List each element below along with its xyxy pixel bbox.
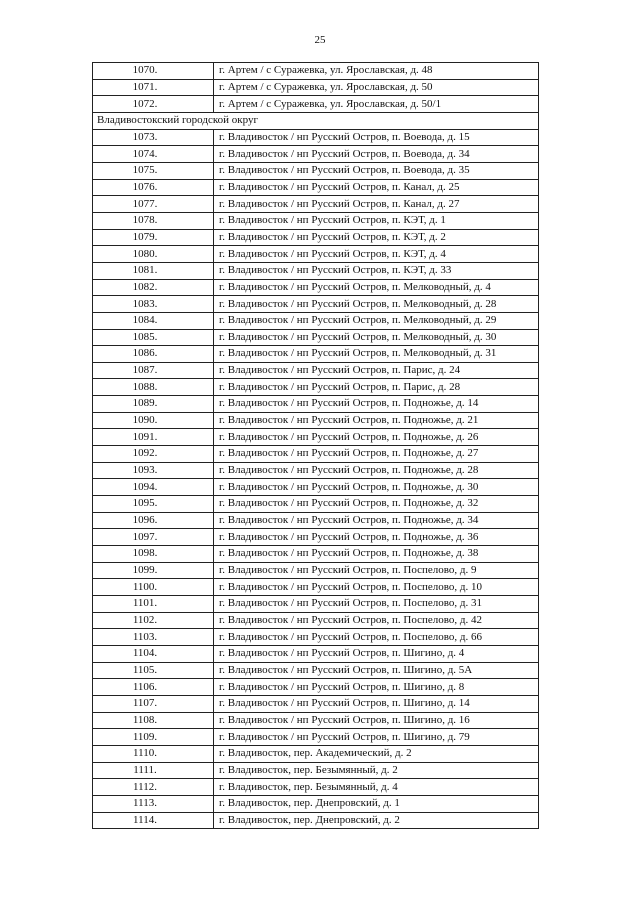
table-row xyxy=(93,745,539,762)
address-cell: г. Владивосток / нп Русский Остров, п. Мелководный, д. 4 xyxy=(214,279,539,296)
address-cell: г. Владивосток / нп Русский Остров, п. Парис, д. 28 xyxy=(214,379,539,396)
row-number: 1076. xyxy=(93,179,214,196)
row-number: 1073. xyxy=(93,129,214,146)
table-row xyxy=(93,79,539,96)
table-row xyxy=(93,579,539,596)
table-row xyxy=(93,346,539,363)
address-cell: г. Владивосток / нп Русский Остров, п. Мелководный, д. 28 xyxy=(214,296,539,313)
row-number: 1099. xyxy=(93,562,214,579)
table-row xyxy=(93,212,539,229)
address-cell: г. Владивосток, пер. Безымянный, д. 2 xyxy=(214,762,539,779)
table-row xyxy=(93,63,539,80)
table-row xyxy=(93,279,539,296)
row-number: 1097. xyxy=(93,529,214,546)
row-number: 1085. xyxy=(93,329,214,346)
address-cell: г. Владивосток, пер. Днепровский, д. 2 xyxy=(214,812,539,829)
row-number: 1082. xyxy=(93,279,214,296)
table-row xyxy=(93,695,539,712)
table-row xyxy=(93,712,539,729)
row-number: 1078. xyxy=(93,212,214,229)
address-cell: г. Владивосток / нп Русский Остров, п. Подножье, д. 36 xyxy=(214,529,539,546)
table-row xyxy=(93,429,539,446)
address-cell: г. Владивосток / нп Русский Остров, п. Канал, д. 25 xyxy=(214,179,539,196)
row-number: 1075. xyxy=(93,162,214,179)
address-cell: г. Владивосток / нп Русский Остров, п. Шигино, д. 79 xyxy=(214,729,539,746)
row-number: 1084. xyxy=(93,312,214,329)
table-row xyxy=(93,596,539,613)
table-row xyxy=(93,179,539,196)
table-row xyxy=(93,529,539,546)
address-cell: г. Владивосток / нп Русский Остров, п. Шигино, д. 5А xyxy=(214,662,539,679)
address-cell: г. Владивосток / нп Русский Остров, п. Поспелово, д. 66 xyxy=(214,629,539,646)
row-number: 1088. xyxy=(93,379,214,396)
row-number: 1108. xyxy=(93,712,214,729)
section-header-row xyxy=(93,112,539,129)
row-number: 1103. xyxy=(93,629,214,646)
address-cell: г. Владивосток / нп Русский Остров, п. Шигино, д. 14 xyxy=(214,695,539,712)
table-row xyxy=(93,396,539,413)
row-number: 1102. xyxy=(93,612,214,629)
row-number: 1090. xyxy=(93,412,214,429)
row-number: 1114. xyxy=(93,812,214,829)
table-row xyxy=(93,496,539,513)
table-row xyxy=(93,96,539,113)
address-cell: г. Артем / с Суражевка, ул. Ярославская, д. 48 xyxy=(214,63,539,80)
address-cell: г. Владивосток / нп Русский Остров, п. Поспелово, д. 9 xyxy=(214,562,539,579)
row-number: 1070. xyxy=(93,63,214,80)
address-cell: г. Артем / с Суражевка, ул. Ярославская, д. 50/1 xyxy=(214,96,539,113)
table-row xyxy=(93,462,539,479)
table-row xyxy=(93,362,539,379)
table-row xyxy=(93,479,539,496)
table-row xyxy=(93,779,539,796)
table-row xyxy=(93,612,539,629)
address-table xyxy=(92,62,539,829)
row-number: 1112. xyxy=(93,779,214,796)
table-row xyxy=(93,645,539,662)
row-number: 1098. xyxy=(93,546,214,563)
address-cell: г. Владивосток / нп Русский Остров, п. Подножье, д. 14 xyxy=(214,396,539,413)
row-number: 1086. xyxy=(93,346,214,363)
address-table-body xyxy=(93,63,539,829)
row-number: 1101. xyxy=(93,596,214,613)
table-row xyxy=(93,629,539,646)
row-number: 1080. xyxy=(93,246,214,263)
address-cell: г. Владивосток / нп Русский Остров, п. Воевода, д. 35 xyxy=(214,162,539,179)
row-number: 1077. xyxy=(93,196,214,213)
table-row xyxy=(93,229,539,246)
address-cell: г. Владивосток / нп Русский Остров, п. Мелководный, д. 31 xyxy=(214,346,539,363)
address-cell: г. Владивосток / нп Русский Остров, п. Шигино, д. 16 xyxy=(214,712,539,729)
row-number: 1074. xyxy=(93,146,214,163)
row-number: 1106. xyxy=(93,679,214,696)
address-cell: г. Владивосток, пер. Днепровский, д. 1 xyxy=(214,795,539,812)
table-row xyxy=(93,546,539,563)
table-row xyxy=(93,812,539,829)
address-cell: г. Владивосток / нп Русский Остров, п. Подножье, д. 30 xyxy=(214,479,539,496)
page-number: 25 xyxy=(314,34,326,46)
table-row xyxy=(93,446,539,463)
table-row xyxy=(93,729,539,746)
table-row xyxy=(93,296,539,313)
row-number: 1107. xyxy=(93,695,214,712)
address-cell: г. Владивосток / нп Русский Остров, п. КЭТ, д. 33 xyxy=(214,262,539,279)
address-cell: г. Артем / с Суражевка, ул. Ярославская, д. 50 xyxy=(214,79,539,96)
address-cell: г. Владивосток / нп Русский Остров, п. Воевода, д. 15 xyxy=(214,129,539,146)
row-number: 1095. xyxy=(93,496,214,513)
address-cell: г. Владивосток / нп Русский Остров, п. Подножье, д. 32 xyxy=(214,496,539,513)
table-row xyxy=(93,329,539,346)
row-number: 1092. xyxy=(93,446,214,463)
table-row xyxy=(93,196,539,213)
table-row xyxy=(93,512,539,529)
row-number: 1109. xyxy=(93,729,214,746)
address-cell: г. Владивосток / нп Русский Остров, п. Воевода, д. 34 xyxy=(214,146,539,163)
address-cell: г. Владивосток / нп Русский Остров, п. Поспелово, д. 42 xyxy=(214,612,539,629)
row-number: 1079. xyxy=(93,229,214,246)
table-row xyxy=(93,246,539,263)
address-cell: г. Владивосток / нп Русский Остров, п. Подножье, д. 38 xyxy=(214,546,539,563)
address-cell: г. Владивосток / нп Русский Остров, п. Подножье, д. 21 xyxy=(214,412,539,429)
row-number: 1105. xyxy=(93,662,214,679)
address-cell: г. Владивосток / нп Русский Остров, п. Шигино, д. 4 xyxy=(214,645,539,662)
row-number: 1094. xyxy=(93,479,214,496)
table-row xyxy=(93,679,539,696)
table-row xyxy=(93,146,539,163)
row-number: 1111. xyxy=(93,762,214,779)
address-cell: г. Владивосток / нп Русский Остров, п. Парис, д. 24 xyxy=(214,362,539,379)
address-cell: г. Владивосток / нп Русский Остров, п. Поспелово, д. 10 xyxy=(214,579,539,596)
row-number: 1113. xyxy=(93,795,214,812)
row-number: 1091. xyxy=(93,429,214,446)
table-row xyxy=(93,662,539,679)
table-row xyxy=(93,562,539,579)
table-row xyxy=(93,795,539,812)
address-cell: г. Владивосток / нп Русский Остров, п. Канал, д. 27 xyxy=(214,196,539,213)
table-row xyxy=(93,129,539,146)
table-row xyxy=(93,762,539,779)
row-number: 1087. xyxy=(93,362,214,379)
table-row xyxy=(93,412,539,429)
row-number: 1071. xyxy=(93,79,214,96)
table-row xyxy=(93,262,539,279)
address-cell: г. Владивосток, пер. Безымянный, д. 4 xyxy=(214,779,539,796)
row-number: 1081. xyxy=(93,262,214,279)
section-title: Владивостокский городской округ xyxy=(93,112,539,129)
table-row xyxy=(93,162,539,179)
address-cell: г. Владивосток / нп Русский Остров, п. Поспелово, д. 31 xyxy=(214,596,539,613)
row-number: 1072. xyxy=(93,96,214,113)
address-cell: г. Владивосток / нп Русский Остров, п. КЭТ, д. 2 xyxy=(214,229,539,246)
address-cell: г. Владивосток, пер. Академический, д. 2 xyxy=(214,745,539,762)
address-cell: г. Владивосток / нп Русский Остров, п. Подножье, д. 34 xyxy=(214,512,539,529)
row-number: 1096. xyxy=(93,512,214,529)
address-cell: г. Владивосток / нп Русский Остров, п. Подножье, д. 26 xyxy=(214,429,539,446)
row-number: 1093. xyxy=(93,462,214,479)
row-number: 1089. xyxy=(93,396,214,413)
address-cell: г. Владивосток / нп Русский Остров, п. КЭТ, д. 1 xyxy=(214,212,539,229)
row-number: 1100. xyxy=(93,579,214,596)
address-cell: г. Владивосток / нп Русский Остров, п. Мелководный, д. 30 xyxy=(214,329,539,346)
address-cell: г. Владивосток / нп Русский Остров, п. Шигино, д. 8 xyxy=(214,679,539,696)
row-number: 1104. xyxy=(93,645,214,662)
table-row xyxy=(93,312,539,329)
table-row xyxy=(93,379,539,396)
address-cell: г. Владивосток / нп Русский Остров, п. КЭТ, д. 4 xyxy=(214,246,539,263)
address-cell: г. Владивосток / нп Русский Остров, п. Подножье, д. 28 xyxy=(214,462,539,479)
address-cell: г. Владивосток / нп Русский Остров, п. Подножье, д. 27 xyxy=(214,446,539,463)
row-number: 1110. xyxy=(93,745,214,762)
row-number: 1083. xyxy=(93,296,214,313)
address-cell: г. Владивосток / нп Русский Остров, п. Мелководный, д. 29 xyxy=(214,312,539,329)
